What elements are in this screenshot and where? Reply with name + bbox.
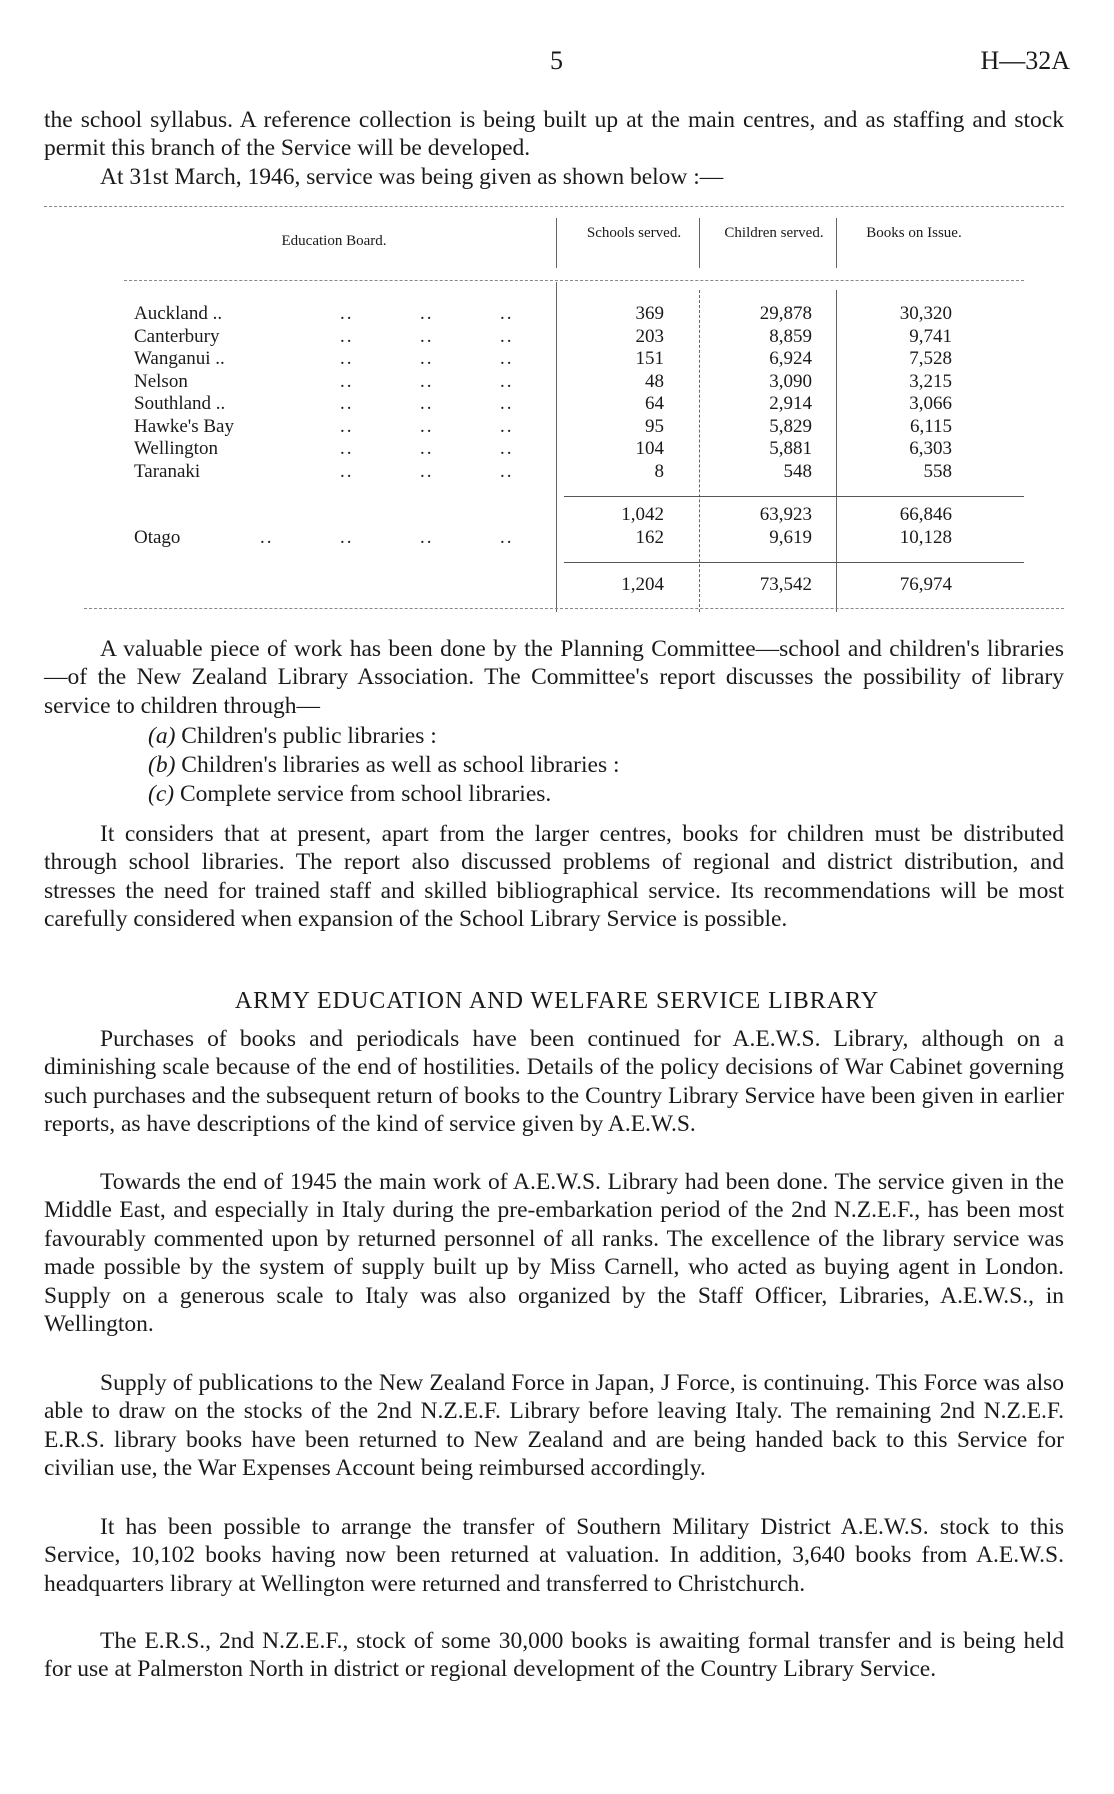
children-value: 6,924 [769, 348, 812, 369]
children-value: 548 [783, 460, 812, 482]
children-value: 5,829 [769, 415, 812, 437]
schools-value: 64 [645, 393, 664, 414]
leader-dots: .. .. .. .. .. .. .. .. [340, 303, 354, 482]
aews-paragraph-1: Purchases of books and periodicals have been continued for A.E.W.S. Library, although on a diminishing scale because of the end of hostilities. Details of the policy decisions of War Cabinet governing such purchases and the subsequent return of books to the Country Library Service have been given in earlier reports, as have descriptions of the kind of service given by A.E.W.S. [44, 1026, 1064, 1138]
report-reference: H—32A [980, 46, 1070, 75]
books-value: 558 [923, 460, 952, 482]
board-name: Hawke's Bay [134, 415, 234, 437]
header-education-board: Education Board. [281, 233, 387, 249]
children-value: 5,881 [769, 438, 812, 459]
board-name: Otago [134, 527, 181, 548]
total-schools: 1,204 [621, 574, 664, 595]
schools-value: 162 [635, 527, 664, 548]
children-value: 9,619 [769, 527, 812, 548]
total-rule [564, 562, 1024, 563]
schools-value: 369 [635, 303, 664, 324]
children-value: 3,090 [769, 370, 812, 392]
board-name: Taranaki [134, 460, 201, 482]
schools-value: 104 [635, 438, 664, 459]
header-schools-served: Schools served. [586, 225, 682, 241]
table-top-rule [44, 206, 1064, 207]
books-value: 3,215 [909, 370, 952, 392]
section-heading: ARMY EDUCATION AND WELFARE SERVICE LIBRARY [234, 988, 880, 1014]
header-children-served: Children served. [724, 225, 824, 241]
schools-value: 8 [654, 460, 664, 482]
leader-dots: .. .. .. .. .. .. .. .. [420, 303, 434, 482]
total-children: 73,542 [759, 574, 812, 595]
aews-paragraph-5: The E.R.S., 2nd N.Z.E.F., stock of some 30,000 books is awaiting formal transfer and is being held for use at Palmerston North in district or regional development of the Country Library Service. [44, 1628, 1064, 1683]
page-number: 5 [550, 46, 563, 75]
intro-paragraph: the school syllabus. A reference collection is being built up at the main centres, and as staffing and stock permit this branch of the Service will be developed. [44, 107, 1064, 162]
children-value: 8,859 [769, 325, 812, 347]
schools-value: 151 [635, 348, 664, 369]
board-name: Auckland .. [134, 303, 223, 324]
books-value: 9,741 [909, 325, 952, 347]
table-header-rule [124, 280, 1024, 281]
books-value: 30,320 [899, 303, 952, 324]
children-value: 29,878 [759, 303, 812, 324]
children-value: 2,914 [769, 393, 812, 414]
children-library-list [148, 722, 620, 809]
list-item: (c) Complete service from school libraries. [148, 781, 552, 807]
total-books: 76,974 [899, 574, 952, 595]
books-value: 6,115 [909, 415, 952, 437]
board-name: Wanganui .. [134, 348, 225, 369]
list-item: (b) Children's libraries as well as school libraries : [148, 752, 620, 778]
board-name: Wellington [134, 438, 218, 459]
books-value: 7,528 [909, 348, 952, 369]
books-value: 10,128 [899, 527, 952, 548]
aews-paragraph-4: It has been possible to arrange the transfer of Southern Military District A.E.W.S. stock to this Service, 10,102 books having now been returned at valuation. In addition, 3,640 books from A.E.W.S. headquarters library at Wellington were returned and transferred to Christchurch. [44, 1514, 1064, 1597]
board-name: Nelson [134, 370, 188, 392]
aews-paragraph-3: Supply of publications to the New Zealand Force in Japan, J Force, is continuing. This Force was also able to draw on the stocks of the 2nd N.Z.E.F. Library before leaving Italy. The remaining 2nd N.Z.E.F. E.R.S. library books have been returned to New Zealand and are being handed back to this Service for civilian use, the War Expenses Account being reimbursed accordingly. [44, 1370, 1064, 1482]
recommendations-paragraph: It considers that at present, apart from the larger centres, books for children must be distributed through school libraries. The report also discussed problems of regional and district distribution, and stresses the need for trained staff and skilled bibliographical service. Its recommendations will be most carefully considered when expansion of the School Library Service is possible. [44, 821, 1064, 933]
library-service-table: Education Board. Schools served. Children served. Books on Issue. Auckland .. 369 29,878 30,320 Canterbury 203 8,859 9,741 Wanganui .. 151 6,924 7,528 Nelson 48 3,090 3,215 Southland .. 64 2,914 3,066 Hawke's Bay 95 5,829 6,115 Wellington 104 5,881 6,303 Taranaki 8 548 558 .. .. .. .. .. .. .. .. .. .. .. .. .. .. .. .. .. .. .. .. .. .. .. .. 1,042 63,923 66,846 Otago .. .. .. .. 162 9,619 10,128 1,204 73,542 76,974 [44, 200, 1064, 612]
board-name: Southland .. [134, 393, 226, 414]
schools-value: 48 [645, 370, 664, 392]
schools-value: 95 [645, 415, 664, 437]
header-books-on-issue: Books on Issue. [866, 225, 962, 241]
subtotal-books: 66,846 [899, 504, 952, 525]
schools-value: 203 [635, 325, 664, 347]
leader-dots: .. .. .. .. .. .. .. .. [500, 303, 514, 482]
table-bottom-rule [84, 608, 1064, 609]
aews-paragraph-2: Towards the end of 1945 the main work of A.E.W.S. Library had been done. The service given in the Middle East, and especially in Italy during the pre-embarkation period of the 2nd N.Z.E.F., has been most favourably commented upon by returned personnel of all ranks. The excellence of the library service was made possible by the system of supply built up by Miss Carnell, who acted as buying agent in London. Supply on a generous scale to Italy was also organized by the Staff Officer, Libraries, A.E.W.S., in Wellington. [44, 1169, 1064, 1338]
subtotal-rule [564, 496, 1024, 497]
books-value: 6,303 [909, 438, 952, 459]
list-item: (a) Children's public libraries : [148, 723, 437, 749]
subtotal-schools: 1,042 [621, 504, 664, 525]
board-name: Canterbury [134, 325, 220, 347]
planning-paragraph: A valuable piece of work has been done by the Planning Committee—school and children's libraries—of the New Zealand Library Association. The Committee's report discusses the possibility of library service to children through— [44, 636, 1064, 719]
books-value: 3,066 [909, 393, 952, 414]
subtotal-children: 63,923 [759, 504, 812, 525]
table-intro-line: At 31st March, 1946, service was being given as shown below :— [100, 164, 724, 190]
